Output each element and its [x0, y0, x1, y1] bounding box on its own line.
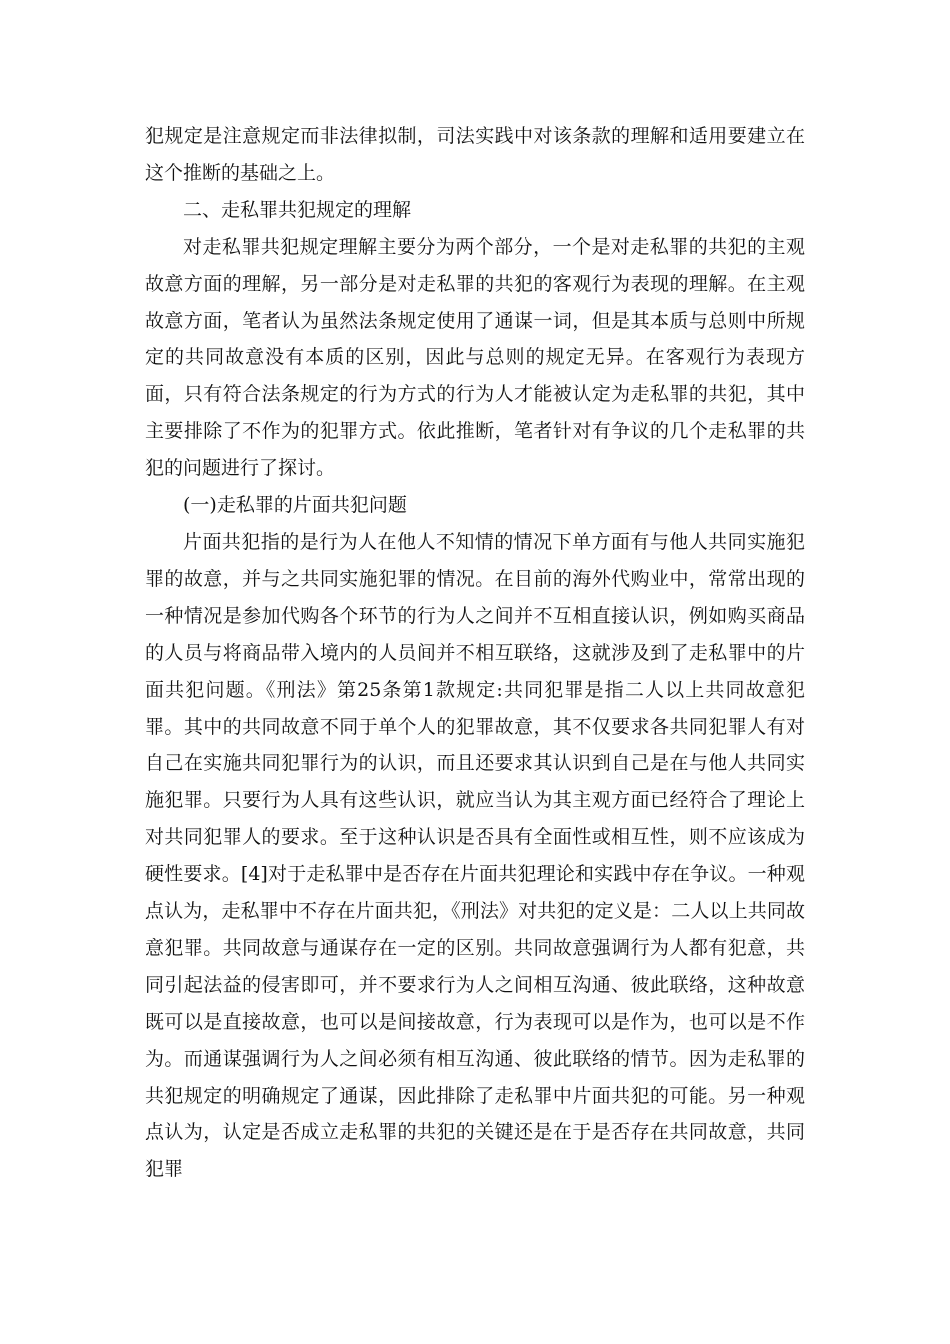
document-body	[145, 118, 805, 1188]
paragraph-body: 对走私罪共犯规定理解主要分为两个部分，一个是对走私罪的共犯的主观故意方面的理解，另一部分是对走私罪的共犯的客观行为表现的理解。在主观故意方面，笔者认为虽然法条规定使用了通谋一词，但是其本质与总则中所规定的共同故意没有本质的区别，因此与总则的规定无异。在客观行为表现方面，只有符合法条规定的行为方式的行为人才能被认定为走私罪的共犯，其中主要排除了不作为的犯罪方式。依此推断，笔者针对有争议的几个走私罪的共犯的问题进行了探讨。	[145, 235, 805, 480]
paragraph-continuation: 犯规定是注意规定而非法律拟制，司法实践中对该条款的理解和适用要建立在这个推断的基础之上。	[145, 125, 805, 184]
section-heading: 二、走私罪共犯规定的理解	[183, 198, 412, 221]
subsection-heading: (一)走私罪的片面共犯问题	[183, 494, 407, 517]
paragraph-body: 片面共犯指的是行为人在他人不知情的情况下单方面有与他人共同实施犯罪的故意，并与之共同实施犯罪的情况。在目前的海外代购业中，常常出现的一种情况是参加代购各个环节的行为人之间并不互相直接认识，例如购买商品的人员与将商品带入境内的人员间并不相互联络，这就涉及到了走私罪中的片面共犯问题。《刑法》第25条第1款规定:共同犯罪是指二人以上共同故意犯罪。其中的共同故意不同于单个人的犯罪故意，其不仅要求各共同犯罪人有对自己在实施共同犯罪行为的认识，而且还要求其认识到自己是在与他人共同实施犯罪。只要行为人具有这些认识，就应当认为其主观方面已经符合了理论上对共同犯罪人的要求。至于这种认识是否具有全面性或相互性，则不应该成为硬性要求。[4]对于走私罪中是否存在片面共犯理论和实践中存在争议。一种观点认为，走私罪中不存在片面共犯，《刑法》对共犯的定义是：二人以上共同故意犯罪。共同故意与通谋存在一定的区别。共同故意强调行为人都有犯意，共同引起法益的侵害即可，并不要求行为人之间相互沟通、彼此联络，这种故意既可以是直接故意，也可以是间接故意，行为表现可以是作为，也可以是不作为。而通谋强调行为人之间必须有相互沟通、彼此联络的情节。因为走私罪的共犯规定的明确规定了通谋，因此排除了走私罪中片面共犯的可能。另一种观点认为，认定是否成立走私罪的共犯的关键还是在于是否存在共同故意，共同犯罪	[145, 530, 805, 1181]
